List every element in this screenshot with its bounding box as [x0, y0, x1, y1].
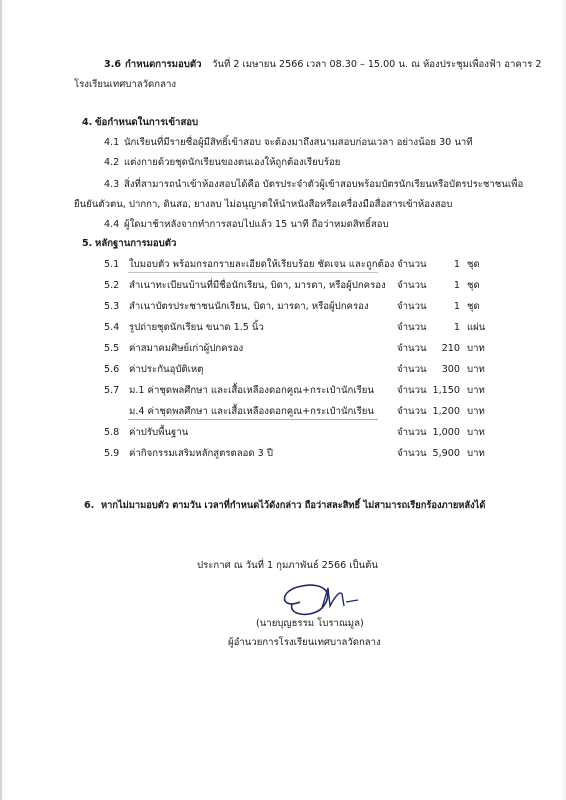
- item-5-7-number: 5.7: [104, 385, 120, 396]
- item-5-6-unit: บาท: [467, 364, 485, 375]
- item-5-7b-qty: 1,200: [432, 406, 460, 417]
- item-5-9-qty: 5,900: [432, 448, 460, 459]
- item-4-3-number: 4.3: [104, 179, 120, 190]
- item-4-3-text: สิ่งที่สามารถนำเข้าห้องสอบได้คือ บัตรประจำตัวผู้เข้าสอบพร้อมบัตรนักเรียนหรือบัตรประชาชนเพื่อ: [124, 179, 524, 190]
- item-5-5-text: ค่าสมาคมศิษย์เก่าผู้ปกครอง: [129, 343, 244, 354]
- item-4-3-text-cont: ยืนยันตัวตน, ปากกา, ดินสอ, ยางลบ ไม่อนุญาตให้นำหนังสือหรือเครื่องมือสื่อสารเข้าห้องสอบ: [74, 199, 453, 210]
- item-5-7-unit: บาท: [467, 385, 485, 396]
- item-5-9-number: 5.9: [104, 448, 120, 459]
- item-5-1-unit: ชุด: [467, 259, 480, 270]
- item-5-5-number: 5.5: [104, 343, 120, 354]
- item-5-2-qty-label: จำนวน: [397, 280, 427, 291]
- item-5-1-text: ใบมอบตัว พร้อมกรอกรายละเอียดให้เรียบร้อย ชัดเจน และถูกต้อง: [129, 259, 395, 270]
- item-5-5-qty: 210: [441, 343, 460, 354]
- signer-title: ผู้อำนวยการโรงเรียนเทศบาลวัดกลาง: [228, 637, 381, 648]
- item-5-4-text: รูปถ่ายชุดนักเรียน ขนาด 1.5 นิ้ว: [129, 322, 264, 333]
- item-5-1-qty-label: จำนวน: [397, 259, 427, 270]
- item-5-4-unit: แผ่น: [467, 322, 486, 333]
- item-5-7-qty: 1,150: [432, 385, 460, 396]
- signature-scribble: [270, 580, 380, 622]
- item-4-4-text: ผู้ใดมาช้าหลังจากทำการสอบไปแล้ว 15 นาที ถือว่าหมดสิทธิ์สอบ: [124, 219, 389, 230]
- item-5-4-number: 5.4: [104, 322, 120, 333]
- item-5-7b-qty-label: จำนวน: [397, 406, 427, 417]
- item-5-5-qty-label: จำนวน: [397, 343, 427, 354]
- item-5-4-qty-label: จำนวน: [397, 322, 427, 333]
- item-4-1-number: 4.1: [104, 137, 120, 148]
- item-5-5-unit: บาท: [467, 343, 485, 354]
- section-3-6-heading: กำหนดการมอบตัว: [125, 59, 202, 70]
- scan-underline: [128, 419, 378, 420]
- item-4-4-number: 4.4: [104, 219, 120, 230]
- section-3-6-text: วันที่ 2 เมษายน 2566 เวลา 08.30 – 15.00 น. ณ ห้องประชุมเพื่องฟ้า อาคาร 2: [212, 59, 542, 70]
- item-5-8-number: 5.8: [104, 427, 120, 438]
- section-4-heading: ข้อกำหนดในการเข้าสอบ: [95, 117, 199, 128]
- section-3-6-text-cont: โรงเรียนเทศบาลวัดกลาง: [74, 79, 177, 90]
- item-5-6-number: 5.6: [104, 364, 120, 375]
- signer-name: (นายบุญธรรม โบราณมูล): [256, 618, 364, 629]
- item-5-6-text: ค่าประกันอุบัติเหตุ: [129, 364, 204, 375]
- section-3-6-number: 3.6: [104, 59, 121, 70]
- section-4-number: 4.: [82, 117, 93, 128]
- item-5-3-text: สำเนาบัตรประชาชนนักเรียน, บิดา, มารดา, หรือผู้ปกครอง: [129, 301, 369, 312]
- scan-underline: [128, 272, 378, 273]
- item-5-7b-unit: บาท: [467, 406, 485, 417]
- item-5-3-number: 5.3: [104, 301, 120, 312]
- item-5-2-qty: 1: [453, 280, 460, 291]
- section-6-text: หากไม่มามอบตัว ตามวัน เวลาที่กำหนดไว้ดังกล่าว ถือว่าสละสิทธิ์ ไม่สามารถเรียกร้องภายหลังได้: [101, 500, 486, 511]
- item-4-2-text: แต่งกายด้วยชุดนักเรียนของตนเองให้ถูกต้องเรียบร้อย: [124, 157, 341, 168]
- item-5-6-qty: 300: [441, 364, 460, 375]
- item-5-8-qty: 1,000: [432, 427, 460, 438]
- item-4-1-text: นักเรียนที่มีรายชื่อผู้มีสิทธิ์เข้าสอบ จะต้องมาถึงสนามสอบก่อนเวลา อย่างน้อย 30 นาที: [124, 137, 473, 148]
- section-5-heading: หลักฐานการมอบตัว: [95, 238, 177, 249]
- item-5-6-qty-label: จำนวน: [397, 364, 427, 375]
- item-5-3-qty: 1: [453, 301, 460, 312]
- item-4-2-number: 4.2: [104, 157, 120, 168]
- section-6-number: 6.: [84, 500, 95, 511]
- item-5-9-qty-label: จำนวน: [397, 448, 427, 459]
- item-5-9-unit: บาท: [467, 448, 485, 459]
- item-5-1-number: 5.1: [104, 259, 120, 270]
- item-5-2-number: 5.2: [104, 280, 120, 291]
- item-5-2-text: สำเนาทะเบียนบ้านที่มีชื่อนักเรียน, บิดา, มารดา, หรือผู้ปกครอง: [129, 280, 386, 291]
- announcement-date: ประกาศ ณ วันที่ 1 กุมภาพันธ์ 2566 เป็นต้น: [197, 560, 378, 571]
- item-5-2-unit: ชุด: [467, 280, 480, 291]
- section-5-number: 5.: [82, 238, 93, 249]
- item-5-7b-text: ม.4 ค่าชุดพลศึกษา และเสื้อเหลืองดอกคูณ+กระเป๋านักเรียน: [129, 406, 374, 417]
- item-5-3-unit: ชุด: [467, 301, 480, 312]
- scan-edge-shadow: [0, 0, 2, 800]
- item-5-3-qty-label: จำนวน: [397, 301, 427, 312]
- item-5-9-text: ค่ากิจกรรมเสริมหลักสูตรตลอด 3 ปี: [129, 448, 273, 459]
- item-5-8-unit: บาท: [467, 427, 485, 438]
- item-5-7-text: ม.1 ค่าชุดพลศึกษา และเสื้อเหลืองดอกคูณ+กระเป๋านักเรียน: [129, 385, 374, 396]
- item-5-8-text: ค่าปรับพื้นฐาน: [129, 427, 189, 438]
- item-5-4-qty: 1: [453, 322, 460, 333]
- item-5-1-qty: 1: [453, 259, 460, 270]
- item-5-7-qty-label: จำนวน: [397, 385, 427, 396]
- item-5-8-qty-label: จำนวน: [397, 427, 427, 438]
